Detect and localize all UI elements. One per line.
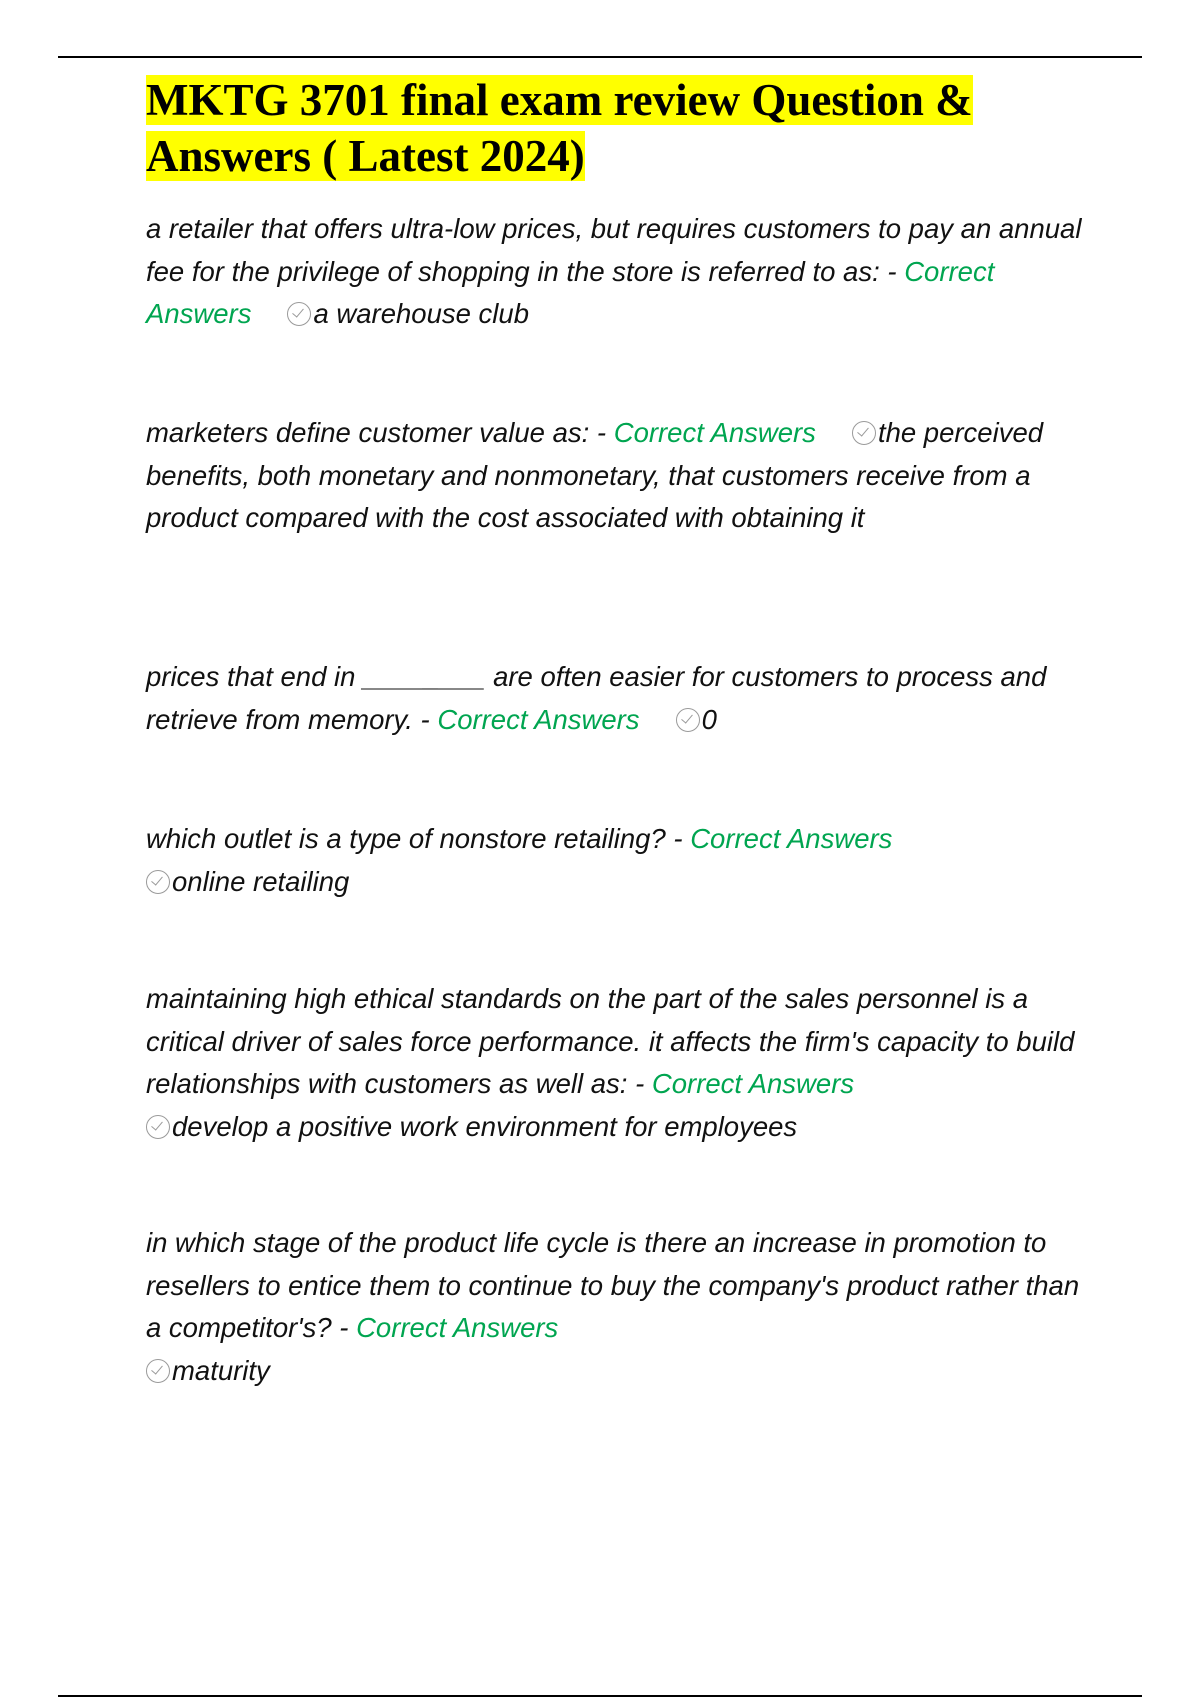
question-text: marketers define customer value as: - — [146, 417, 614, 448]
page-title — [146, 72, 1096, 184]
qa-item — [146, 978, 1086, 1148]
check-circle-icon — [287, 302, 311, 326]
correct-answers-label: Correct Answers — [146, 255, 995, 329]
question-text: a retailer that offers ultra-low prices, but requires customers to pay an annual fee for the privilege of shopping in the store is referred to as: - — [146, 213, 1082, 287]
answer-text: develop a positive work environment for employees — [172, 1110, 798, 1142]
check-circle-icon — [146, 1359, 170, 1383]
answer-text: maturity — [172, 1354, 270, 1386]
check-circle-icon — [852, 421, 876, 445]
question-text: which outlet is a type of nonstore retailing? - — [146, 823, 691, 854]
check-circle-icon — [146, 870, 170, 894]
title-highlight: MKTG 3701 final exam review Question & Answers ( Latest 2024) — [146, 75, 973, 181]
question-text: prices that end in ________ are often easier for customers to process and retrieve from memory. - — [146, 661, 1047, 735]
question-text: in which stage of the product life cycle is there an increase in promotion to resellers to entice them to continue to buy the company's product rather than a competitor's? - — [146, 1227, 1080, 1343]
answer-text: the perceived benefits, both monetary and nonmonetary, that customers receive from a product compared with the cost associated with obtaining it — [146, 417, 1044, 533]
qa-item — [146, 818, 1086, 903]
correct-answers-label: Correct Answers — [690, 823, 893, 854]
qa-item — [146, 412, 1086, 540]
question-text: maintaining high ethical standards on the part of the sales personnel is a critical driver of sales force performance. it affects the firm's capacity to build relationships with customers as well as: - — [146, 983, 1075, 1099]
answer-text: online retailing — [172, 865, 350, 897]
bottom-rule — [58, 1695, 1142, 1697]
answer-text: a warehouse club — [313, 298, 530, 329]
correct-answers-label: Correct Answers — [356, 1312, 559, 1343]
top-rule — [58, 56, 1142, 58]
correct-answers-label: Correct Answers — [651, 1068, 855, 1099]
correct-answers-label: Correct Answers — [613, 417, 816, 448]
check-circle-icon — [146, 1115, 170, 1139]
correct-answers-label: Correct Answers — [437, 703, 640, 735]
qa-item — [146, 1222, 1086, 1392]
answer-text: 0 — [701, 703, 717, 735]
qa-item — [146, 208, 1086, 336]
check-circle-icon — [676, 708, 700, 732]
qa-item — [146, 656, 1086, 741]
